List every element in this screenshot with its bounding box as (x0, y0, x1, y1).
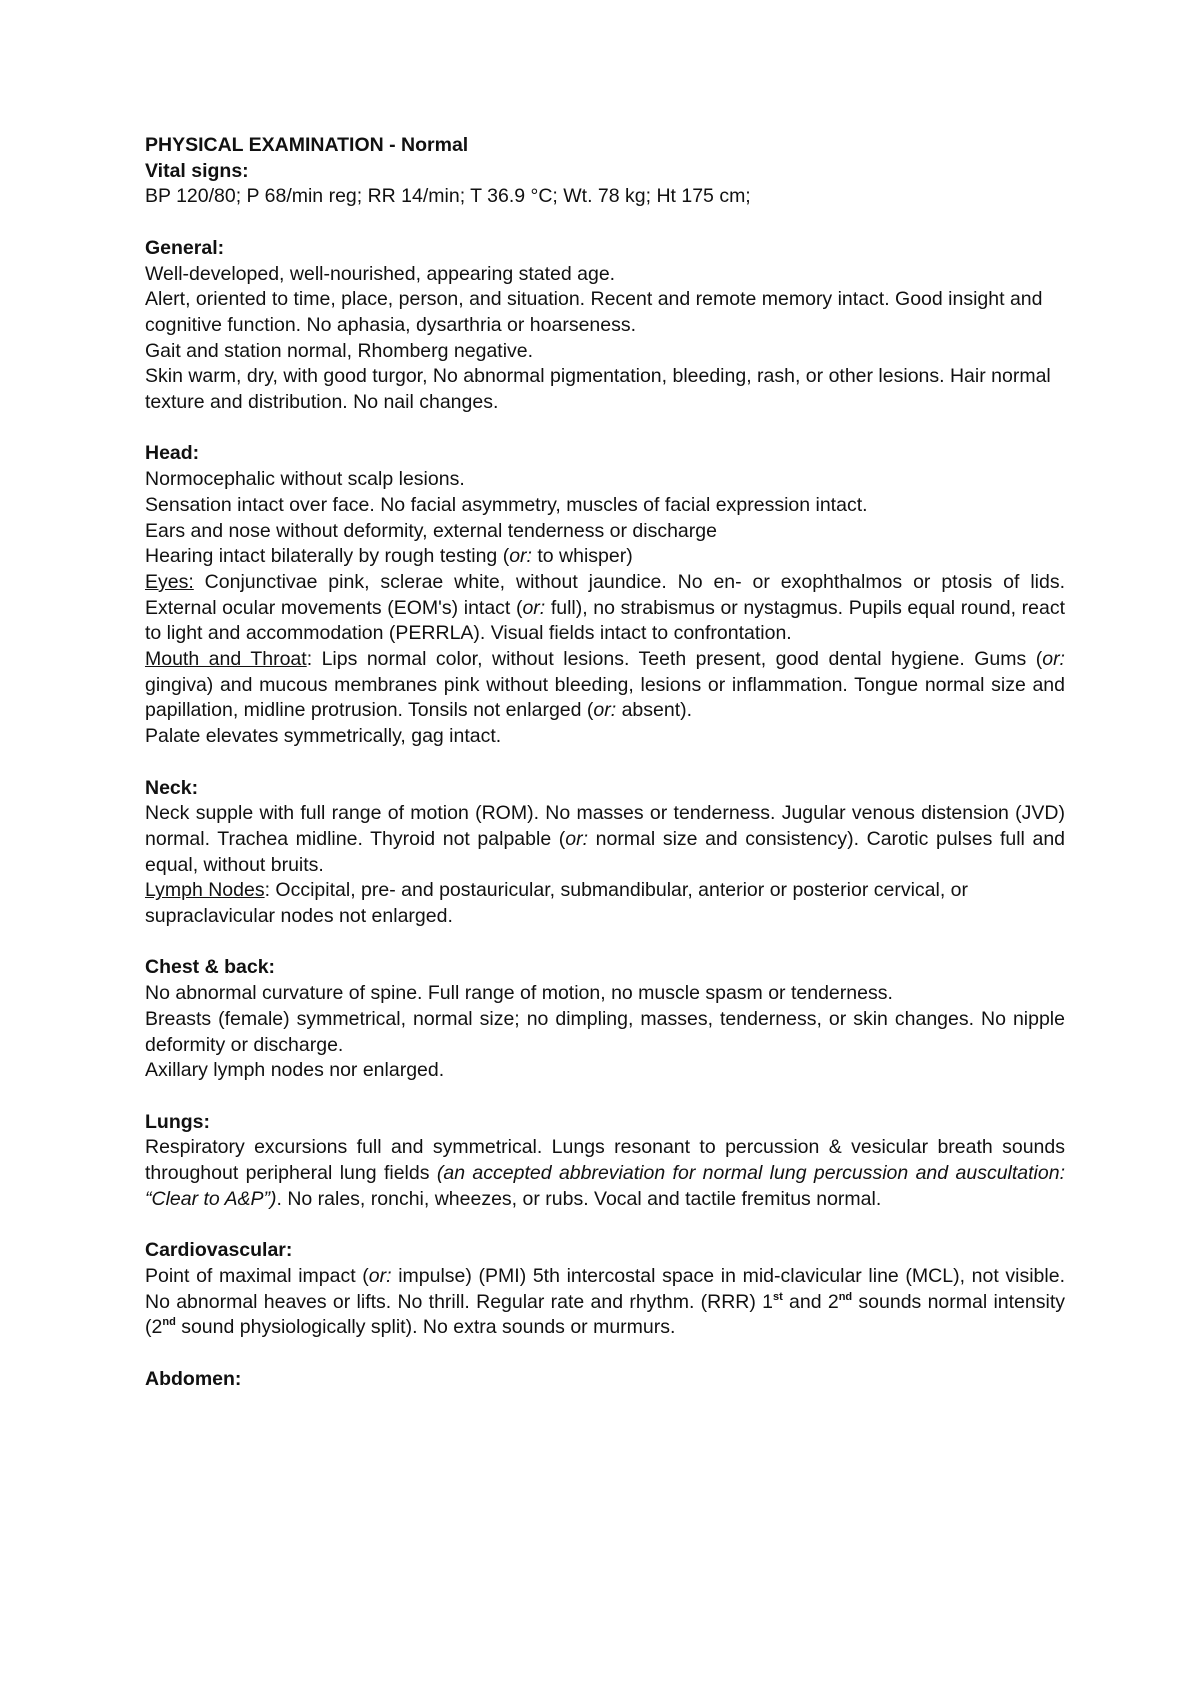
or-label: or: (565, 827, 589, 850)
superscript: nd (838, 1290, 853, 1303)
text-span: to whisper) (531, 545, 633, 568)
text-span: gingiva) and mucous membranes pink without bleeding, lesions or inflammation. Tongue normal size and papillation, midline protrusion. Tonsils not enlarged ( (145, 673, 1065, 722)
text-span: : Lips normal color, without lesions. Teeth present, good dental hygiene. Gums ( (306, 648, 1043, 671)
head-line: Ears and nose without deformity, external tenderness or discharge (145, 519, 717, 542)
general-line: Gait and station normal, Rhomberg negative. (145, 339, 534, 362)
text-span: impulse) (PMI) 5th intercostal space in mid-clavicular line (MCL), not visible. No abnormal heaves or lifts. No thrill. Regular rate and rhythm. (RRR) 1 (145, 1264, 1065, 1313)
mouth-throat-label: Mouth and Throat (145, 648, 307, 671)
text-span: Neck supple with full range of motion (ROM). No masses or tenderness. Jugular venous distension (JVD) normal. Trachea midline. Thyroid not palpable ( (145, 802, 1065, 850)
general-heading: General: (145, 236, 225, 259)
lungs-section (145, 1110, 1065, 1213)
head-line: Normocephalic without scalp lesions. (145, 468, 465, 491)
text-span: and 2 (782, 1290, 839, 1313)
document-title: PHYSICAL EXAMINATION - Normal (145, 134, 469, 156)
mouth-throat-paragraph (145, 647, 1065, 724)
chest-back-section (145, 955, 1065, 1084)
lymph-nodes-paragraph (145, 878, 1065, 929)
chest-line: Axillary lymph nodes nor enlarged. (145, 1059, 445, 1082)
text-span: sound physiologically split). No extra sounds or murmurs. (175, 1316, 676, 1339)
eyes-paragraph (145, 570, 1065, 647)
chest-line: Breasts (female) symmetrical, normal size; no dimpling, masses, tenderness, or skin changes. No nipple deformity or discharge. (145, 1007, 1065, 1056)
text-span: Point of maximal impact ( (145, 1264, 369, 1287)
eyes-label: Eyes: (145, 570, 194, 593)
vital-signs-line: BP 120/80; P 68/min reg; RR 14/min; T 36.9 °C; Wt. 78 kg; Ht 175 cm; (145, 185, 751, 208)
or-label: or: (522, 596, 546, 619)
text-span: absent). (616, 699, 693, 722)
vital-signs-heading: Vital signs: (145, 159, 249, 182)
general-line: Well-developed, well-nourished, appearing stated age. (145, 262, 616, 285)
lymph-nodes-label: Lymph Nodes (145, 879, 265, 902)
document-page (145, 133, 1065, 1418)
or-label: or: (368, 1264, 392, 1287)
superscript: nd (162, 1316, 176, 1329)
head-heading: Head: (145, 442, 200, 465)
text-span: normal size and consistency). Carotic pulses full and equal, without bruits. (145, 827, 1066, 876)
text-span: : Occipital, pre- and postauricular, submandibular, anterior or posterior cervical, or supraclavicular nodes not enlarged. (145, 879, 969, 928)
italic-note: (an accepted abbreviation for normal lung percussion and auscultation: “Clear to A&P”) (145, 1162, 1065, 1210)
text-span: Respiratory excursions full and symmetrical. Lungs resonant to percussion & vesicular breath sounds throughout peripheral lung fields (145, 1136, 1065, 1185)
vital-signs-section (145, 159, 1065, 210)
lungs-paragraph (145, 1135, 1065, 1212)
neck-paragraph (145, 801, 1065, 878)
general-line: Skin warm, dry, with good turgor, No abnormal pigmentation, bleeding, rash, or other lesions. Hair normal texture and distribution. No nail changes. (145, 365, 1051, 414)
cardiovascular-section (145, 1238, 1065, 1341)
general-line: Alert, oriented to time, place, person, and situation. Recent and remote memory intact. Good insight and cognitive function. No aphasia, dysarthria or hoarseness. (145, 288, 1043, 336)
cardiovascular-heading: Cardiovascular: (145, 1239, 293, 1262)
superscript: st (772, 1290, 783, 1303)
text-span: . No rales, ronchi, wheezes, or rubs. Vocal and tactile fremitus normal. (276, 1187, 882, 1210)
cardiovascular-paragraph (145, 1264, 1065, 1341)
chest-line: No abnormal curvature of spine. Full range of motion, no muscle spasm or tenderness. (145, 982, 893, 1005)
hearing-line (145, 544, 1065, 570)
abdomen-section (145, 1367, 1065, 1393)
chest-back-heading: Chest & back: (145, 956, 276, 979)
or-label: or: (1042, 648, 1065, 671)
text-span: Conjunctivae pink, sclerae white, without jaundice. No en- or exophthalmos or ptosis of lids. External ocular movements (EOM's) intact ( (145, 570, 1065, 619)
or-label: or: (593, 699, 617, 722)
lungs-heading: Lungs: (145, 1110, 210, 1133)
text-span: Hearing intact bilaterally by rough testing ( (145, 545, 510, 568)
abdomen-heading: Abdomen: (145, 1367, 242, 1390)
neck-section (145, 776, 1065, 930)
head-section (145, 441, 1065, 749)
general-section (145, 236, 1065, 416)
text-span: sounds normal intensity (2 (145, 1290, 1065, 1339)
palate-line: Palate elevates symmetrically, gag intact. (145, 725, 502, 748)
neck-heading: Neck: (145, 776, 199, 799)
head-line: Sensation intact over face. No facial asymmetry, muscles of facial expression intact. (145, 493, 868, 516)
text-span: full), no strabismus or nystagmus. Pupils equal round, react to light and accommodation (PERRLA). Visual fields intact to confrontation. (145, 596, 1065, 645)
or-label: or: (509, 545, 532, 568)
